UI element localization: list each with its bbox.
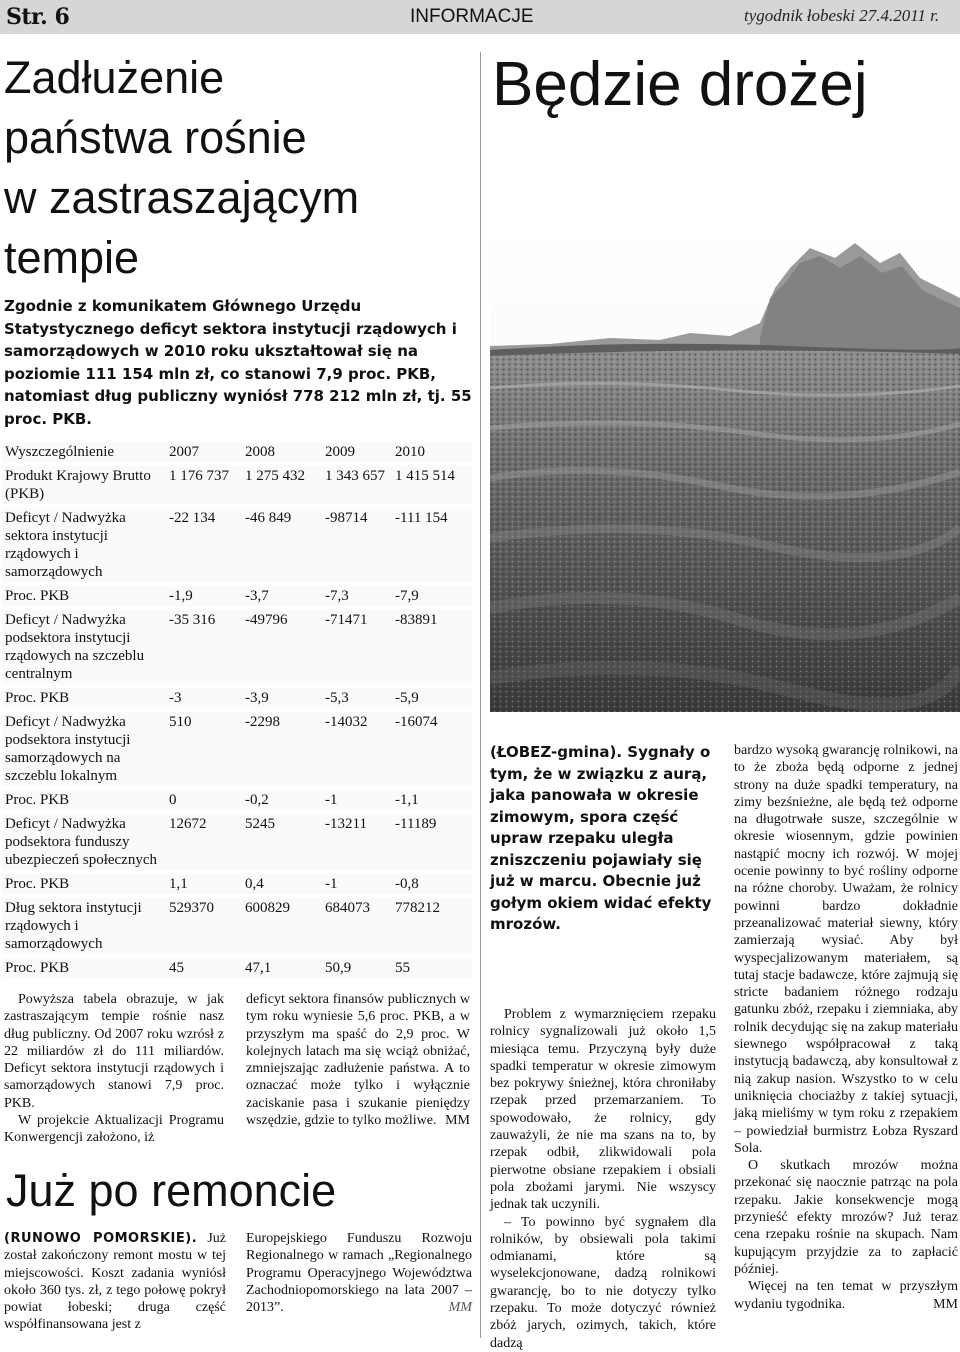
table-cell: 1 343 657 [322, 466, 392, 504]
table-row [2, 958, 472, 978]
table-row [2, 508, 472, 582]
table-cell: -3,9 [242, 688, 322, 708]
debt-statistics-table [2, 442, 472, 982]
table-cell: -71471 [322, 610, 392, 684]
table-cell: -1,9 [166, 586, 242, 606]
table-row [2, 874, 472, 894]
table-cell: -14032 [322, 712, 392, 786]
table-header-cell: 2007 [166, 442, 242, 462]
bridge-article-title: Już po remoncie [6, 1165, 337, 1216]
bridge-article-col2 [246, 1230, 472, 1316]
prices-article-body-right [734, 742, 958, 1313]
table-cell: -83891 [392, 610, 472, 684]
table-cell: -7,3 [322, 586, 392, 606]
table-cell: -46 849 [242, 508, 322, 582]
table-cell: 47,1 [242, 958, 322, 978]
signature: MM [933, 1296, 958, 1312]
table-cell: 1 176 737 [166, 466, 242, 504]
debt-article-body-left [4, 991, 224, 1147]
table-cell: Deficyt / Nadwyżka podsektora instytucji rządowych na szczeblu centralnym [2, 610, 166, 684]
body-paragraph: Powyższa tabela obrazuje, w jak zastraszającym tempie rośnie nasz dług publiczny. Od 2007 roku wzrósł z 22 miliardów zł do 111 miliardów. Deficyt sektora instytucji rządowych i samorządowych stanowi 7,9 proc. PKB. [4, 992, 224, 1111]
table-cell: 1 415 514 [392, 466, 472, 504]
table-cell: -1,1 [392, 790, 472, 810]
signature: MM [448, 1300, 472, 1316]
table-row [2, 586, 472, 606]
table-cell: -2298 [242, 712, 322, 786]
bridge-article-col1 [4, 1230, 226, 1334]
table-cell: Proc. PKB [2, 586, 166, 606]
page-number: Str. 6 [6, 4, 70, 30]
table-cell: 0 [166, 790, 242, 810]
table-cell: -5,9 [392, 688, 472, 708]
title-line: Zadłużenie [4, 52, 225, 103]
table-cell: -16074 [392, 712, 472, 786]
table-row [2, 898, 472, 954]
table-row [2, 610, 472, 684]
table-cell: 45 [166, 958, 242, 978]
table-cell: Deficyt / Nadwyżka sektora instytucji rządowych i samorządowych [2, 508, 166, 582]
table-cell: 50,9 [322, 958, 392, 978]
table-header-cell: 2008 [242, 442, 322, 462]
prices-article-lead: (ŁOBEZ-gmina). Sygnały o tym, że w związku z aurą, jaka panowała w okresie zimowym, spora część upraw rzepaku uległa zniszczeniu pojawiały się już w marcu. Obecnie już gołym okiem widać efekty mrozów. [490, 743, 712, 933]
column-divider [480, 52, 481, 1338]
body-paragraph: Więcej na ten temat w przyszłym wydaniu tygodnika. MM [734, 1279, 958, 1312]
field-photo [490, 228, 960, 712]
table-cell: -0,2 [242, 790, 322, 810]
title-line: w zastraszającym [4, 172, 360, 223]
table-cell: Proc. PKB [2, 874, 166, 894]
table-cell: 600829 [242, 898, 322, 954]
table-header-cell: 2009 [322, 442, 392, 462]
table-cell: -5,3 [322, 688, 392, 708]
debt-article-body-right [246, 991, 470, 1129]
table-row [2, 466, 472, 504]
table-cell: Proc. PKB [2, 790, 166, 810]
table-cell: 5245 [242, 814, 322, 870]
table-cell: 1,1 [166, 874, 242, 894]
table-cell: -3 [166, 688, 242, 708]
table-row [2, 790, 472, 810]
table-cell: Dług sektora instytucji rządowych i samorządowych [2, 898, 166, 954]
table-cell: 529370 [166, 898, 242, 954]
body-paragraph: O skutkach mrozów można przekonać się naocznie patrząc na pola rzepaku. Jakie konsekwencje mogą przynieść efekty mrozów? Już teraz cena rzepaku rośnie na skupach. Nam kupującym przyjdzie za to zapłacić później. [734, 1158, 958, 1277]
debt-article-title [4, 48, 474, 288]
table-cell: 684073 [322, 898, 392, 954]
table-cell: -0,8 [392, 874, 472, 894]
table-cell: -98714 [322, 508, 392, 582]
body-paragraph: – To powinno być sygnałem dla rolników, by obsiewali pola takimi odmianami, które są wyselekcjonowane, dadzą rolnikowi gwarancję, bo to nie dotyczy tylko rzepaku. To może dotyczyć również zbóż jarych, ozimych, takich, które dadzą [490, 1214, 716, 1351]
table-cell: -49796 [242, 610, 322, 684]
table-cell: -11189 [392, 814, 472, 870]
body-paragraph: deficyt sektora finansów publicznych w tym roku wyniesie 5,6 proc. PKB, a w przyszłym ma spaść do 2,9 proc. W kolejnych latach ma się wciąż obniżać, zmniejszając zadłużenie państwa. A to oznaczać może tylko i wyłącznie zaciskanie pasa i szukanie pieniędzy wszędzie, gdzie to tylko możliwe. MM [246, 992, 470, 1129]
body-paragraph: Problem z wymarznięciem rzepaku rolnicy sygnalizowali już około 1,5 miesiąca temu. Przyczyną były duże spadki temperatur w okresie zimowym bez pokrywy śnieżnej, która chroniłaby rzepak przed przemarzaniem. To spowodowało, że rolnicy, gdy zauważyli, że nie ma szans na to, by rzepak odbił, zlikwidowali pola pierwotne obsiane rzepakiem i obsiali pola zbożami jarymi. Nie wszyscy jednak tak uczynili. [490, 1007, 716, 1213]
body-paragraph: Europejskiego Funduszu Rozwoju Regionalnego w ramach „Regionalnego Programu Operacyjnego Województwa Zachodniopomorskiego na lata 2007 – 2013”. MM [246, 1231, 472, 1316]
table-cell: -7,9 [392, 586, 472, 606]
table-cell: -111 154 [392, 508, 472, 582]
table-cell: -3,7 [242, 586, 322, 606]
table-cell: -22 134 [166, 508, 242, 582]
body-paragraph: (RUNOWO POMORSKIE). Już został zakończony remont mostu w tej miejscowości. Koszt zadania wyniósł około 360 tys. zł, z tego połowę pokrył powiat łobeski; druga część współfinansowana jest z [4, 1231, 227, 1333]
table-cell: Proc. PKB [2, 958, 166, 978]
table-row [2, 712, 472, 786]
prices-article-body-mid [490, 1006, 716, 1352]
title-line: tempie [4, 232, 140, 283]
table-cell: Proc. PKB [2, 688, 166, 708]
table-cell: Deficyt / Nadwyżka podsektora instytucji samorządowych na szczeblu lokalnym [2, 712, 166, 786]
table-cell: 510 [166, 712, 242, 786]
section-name: INFORMACJE [410, 6, 534, 27]
table-cell: -1 [322, 790, 392, 810]
table-cell: 778212 [392, 898, 472, 954]
table-cell: -35 316 [166, 610, 242, 684]
table-cell: -13211 [322, 814, 392, 870]
table-header-row [2, 442, 472, 462]
table-cell: 0,4 [242, 874, 322, 894]
table-header-cell: 2010 [392, 442, 472, 462]
body-paragraph: bardzo wysoką gwarancję rolnikowi, na to że zboża będą odporne z jednej strony na duże spadki temperatury, na zimy bezśnieżne, ale będą też odporne na długotrwałe susze, szczególnie w okresie wiosennym, gdzie powinien nastąpić mocny ich rozwój. W mojej ocenie powinny to być rośliny odporne na różne choroby. Uważam, że rolnicy powinni bardzo dokładnie przeanalizować materiał siewny, który zamierzają wysiać. Aby był wyspecjalizowanym materiałem, są tutaj stacje badawcze, które zajmują się stricte badaniem różnego rodzaju gatunku zbóż, rzepaku i ziemniaka, aby rolnik decydując się na zakup materiału siewnego współpracował z taką instytucją badawczą, aby konsultował z nią zakup nasion. Wszystko to w celu uniknięcia chociażby z takiej sytuacji, jaką mieliśmy w tym roku z rzepakiem – powiedział burmistrz Łobza Ryszard Sola. [734, 743, 958, 1156]
title-line: państwa rośnie [4, 112, 307, 163]
prices-article-title: Będzie drożej [492, 50, 868, 119]
table-cell: Deficyt / Nadwyżka podsektora funduszy ubezpieczeń społecznych [2, 814, 166, 870]
table-cell: 1 275 432 [242, 466, 322, 504]
table-header-cell: Wyszczególnienie [2, 442, 166, 462]
table-cell: 55 [392, 958, 472, 978]
table-row [2, 814, 472, 870]
signature: MM [445, 1113, 470, 1129]
separator-cell [2, 978, 472, 982]
table-cell: Produkt Krajowy Brutto (PKB) [2, 466, 166, 504]
body-paragraph: W projekcie Aktualizacji Programu Konwergencji założono, iż [4, 1113, 224, 1146]
issue-info: tygodnik łobeski 27.4.2011 r. [744, 6, 940, 25]
dateline: (RUNOWO POMORSKIE). [4, 1231, 198, 1246]
table-cell: 12672 [166, 814, 242, 870]
table-row [2, 688, 472, 708]
debt-article-lead: Zgodnie z komunikatem Głównego Urzędu Statystycznego deficyt sektora instytucji rządowych i samorządowych w 2010 roku ukształtował się na poziomie 111 154 mln zł, co stanowi 7,9 proc. PKB, natomiast dług publiczny wyniósł 778 212 mln zł, tj. 55 proc. PKB. [4, 297, 472, 428]
table-cell: -1 [322, 874, 392, 894]
table-row-separator [2, 978, 472, 982]
